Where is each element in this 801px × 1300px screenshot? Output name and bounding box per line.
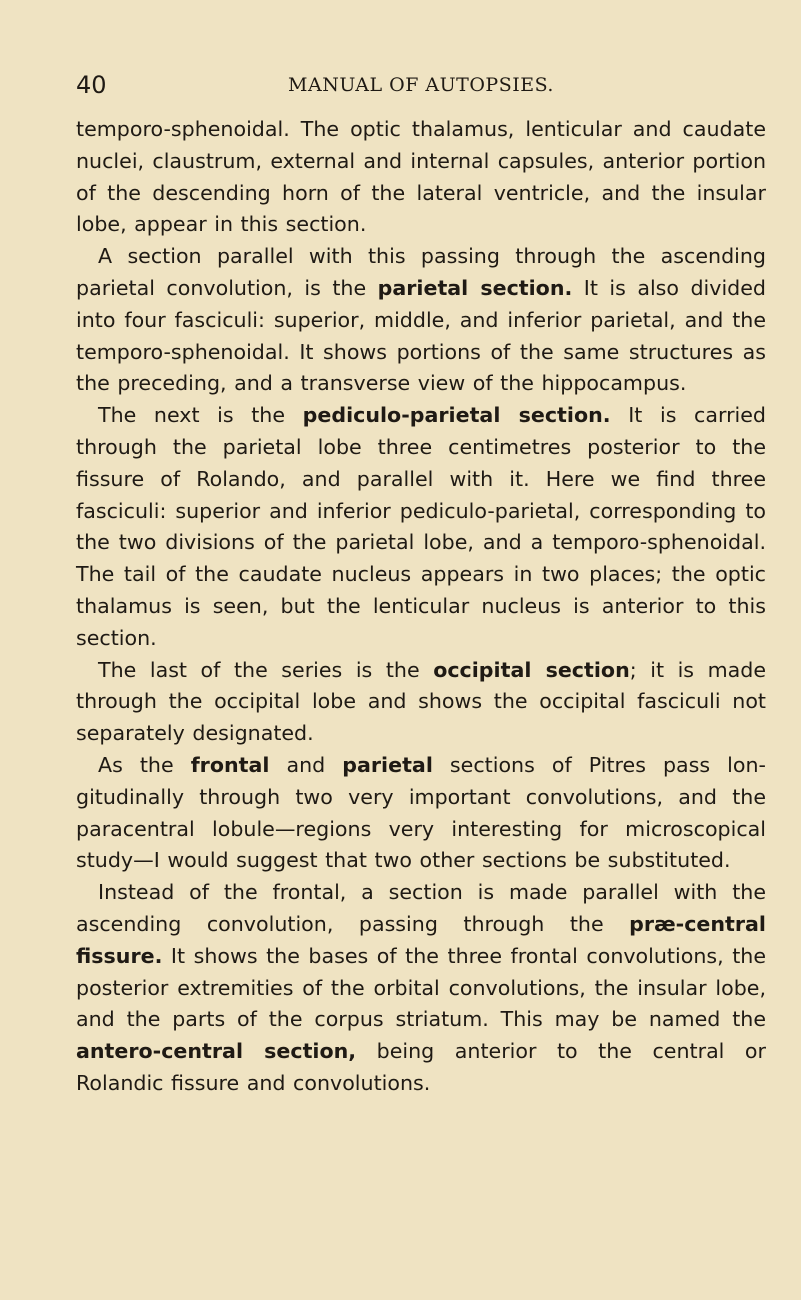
paragraph <box>76 241 766 400</box>
running-head <box>76 70 766 100</box>
paragraph-text: The next is the <box>98 403 303 428</box>
bold-term: præ-central fissure. <box>76 911 766 968</box>
paragraph-text: The last of the series is the <box>98 657 434 682</box>
paragraph-text: ; it is made through the occipital lobe and shows the occipital fasciculi not separately designated. <box>76 657 766 746</box>
paragraph-text: temporo-sphenoidal. The optic thalamus, lenticular and caudate nuclei, claustrum, external and internal capsules, anterior portion of the descending horn of the lateral ventricle, and the insular lobe, appear in this section. <box>76 117 766 237</box>
paragraph-text: It is carried through the parietal lobe three centimetres posterior to the fissure of Rolando, and parallel with it. Here we find three fasciculi: superior and inferior pediculo-parietal, corresponding to the two divisions of the parietal lobe, and a temporo-sphenoidal. The tail of the caudate nucleus appears in two places; the optic thalamus is seen, but the lenticular nucleus is anterior to this section. <box>76 403 767 650</box>
paragraph <box>76 750 766 877</box>
paragraph-text: As the <box>98 752 191 777</box>
paragraph-text: It shows the bases of the three frontal convolutions, the posterior extremities of the orbital convolutions, the insular lobe, and the parts of the corpus striatum. This may be named the <box>76 943 766 1032</box>
paragraph <box>76 655 766 750</box>
paragraph <box>76 400 766 654</box>
paragraph-text: being anterior to the central or Rolandic fissure and convolutions. <box>76 1039 766 1095</box>
bold-term: antero-central section, <box>76 1039 357 1064</box>
body-text <box>76 114 766 1100</box>
paragraph-text: Instead of the frontal, a section is made parallel with the ascending convolution, passing through the <box>76 880 766 936</box>
paragraph-text: It is also divided into four fasciculi: superior, middle, and inferior parietal, and the temporo-sphenoidal. It shows portions of the same structures as the preceding, and a transverse view of the hippocampus. <box>76 275 766 396</box>
running-title: MANUAL OF AUTOPSIES. <box>288 74 554 96</box>
paragraph-text: A section parallel with this passing through the ascending parietal convolution, is the <box>76 244 766 300</box>
paragraph-text: sections of Pitres pass longitudinally through two very important convolutions, and the paracentral lobule—regions very interesting for microscopical study—I would suggest that two other sections be substituted. <box>76 752 766 873</box>
bold-term: parietal <box>342 752 433 777</box>
bold-term: frontal <box>190 752 270 777</box>
page-number: 40 <box>76 71 107 99</box>
bold-term: occipital section <box>433 657 630 682</box>
bold-term: parietal section. <box>377 275 573 300</box>
paragraph <box>76 877 766 1100</box>
paragraph-text: and <box>269 752 343 777</box>
paragraph <box>76 114 766 241</box>
bold-term: pediculo-parietal section. <box>302 403 611 428</box>
